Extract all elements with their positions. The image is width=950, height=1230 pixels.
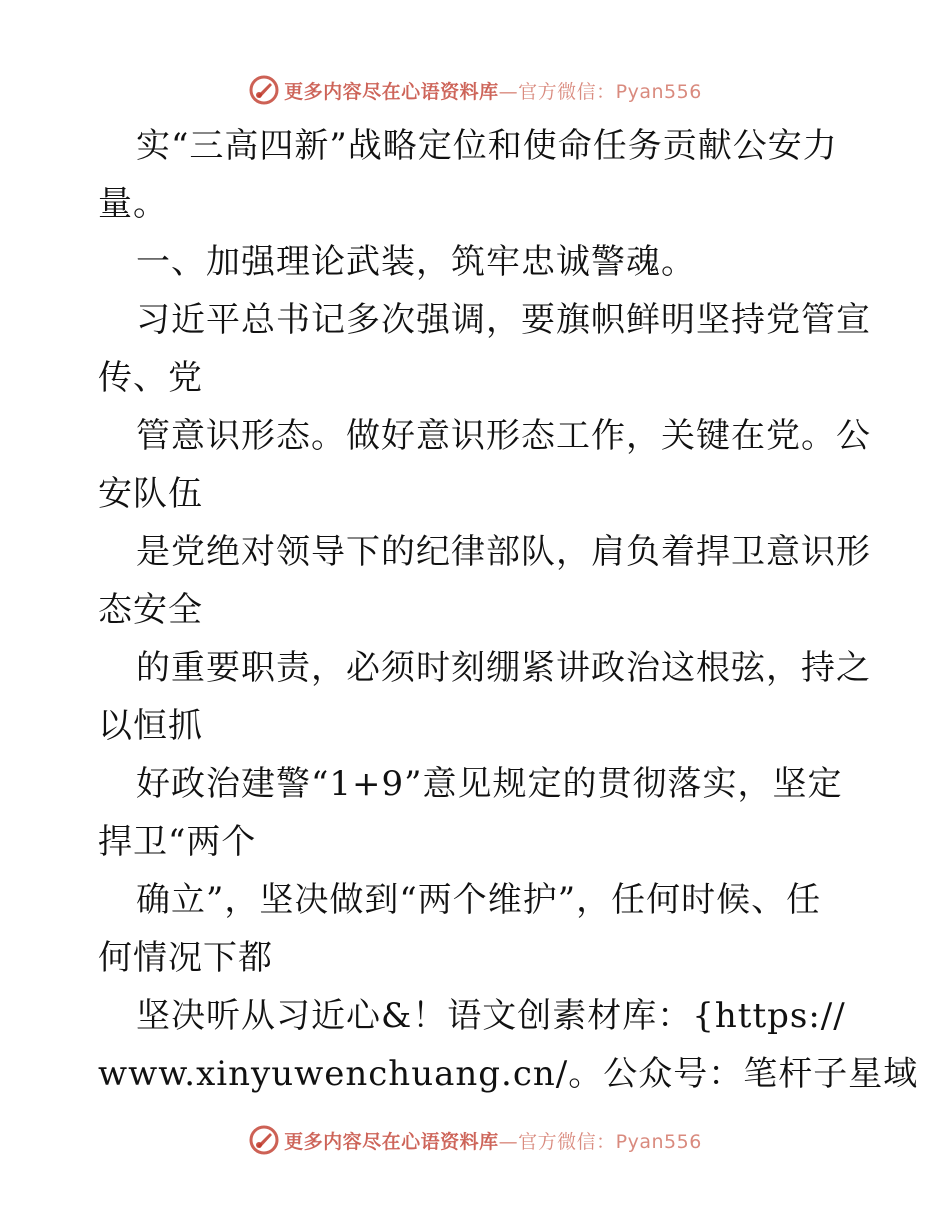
text-line: 好政治建警“1+9”意见规定的贯彻落实，坚定 (136, 764, 843, 804)
text-line: 传、党 (98, 358, 203, 398)
text-line: 习近平总书记多次强调，要旗帜鲜明坚持党管宣 (136, 300, 871, 340)
watermark-text: 更多内容尽在心语资料库—官方微信：Pyan556 (284, 1130, 702, 1153)
header-watermark (0, 70, 950, 110)
quill-logo-icon (248, 74, 280, 106)
text-line: 安队伍 (98, 474, 203, 514)
text-line: 以恒抓 (98, 706, 203, 746)
watermark-text: 更多内容尽在心语资料库—官方微信：Pyan556 (284, 80, 702, 103)
text-line: 实“三高四新”战略定位和使命任务贡献公安力 (136, 126, 838, 166)
text-line: 何情况下都 (98, 938, 273, 978)
text-line: 捍卫“两个 (98, 822, 257, 862)
document-body (98, 117, 919, 1103)
text-line: 态安全 (98, 590, 203, 630)
text-line: 的重要职责，必须时刻绷紧讲政治这根弦，持之 (136, 648, 871, 688)
section-heading: 一、加强理论武装，筑牢忠诚警魂。 (136, 242, 696, 282)
text-line: 确立”，坚决做到“两个维护”，任何时候、任 (136, 880, 822, 920)
text-line: 量。 (98, 184, 168, 224)
text-line: 坚决听从习近心&！语文创素材库：{https:// (136, 996, 846, 1036)
quill-logo-icon (248, 1124, 280, 1156)
text-line: 是党绝对领导下的纪律部队，肩负着捍卫意识形 (136, 532, 871, 572)
text-line: www.xinyuwenchuang.cn/。公众号：笔杆子星域 (98, 1054, 919, 1094)
footer-watermark (0, 1120, 950, 1160)
text-line: 管意识形态。做好意识形态工作，关键在党。公 (136, 416, 871, 456)
